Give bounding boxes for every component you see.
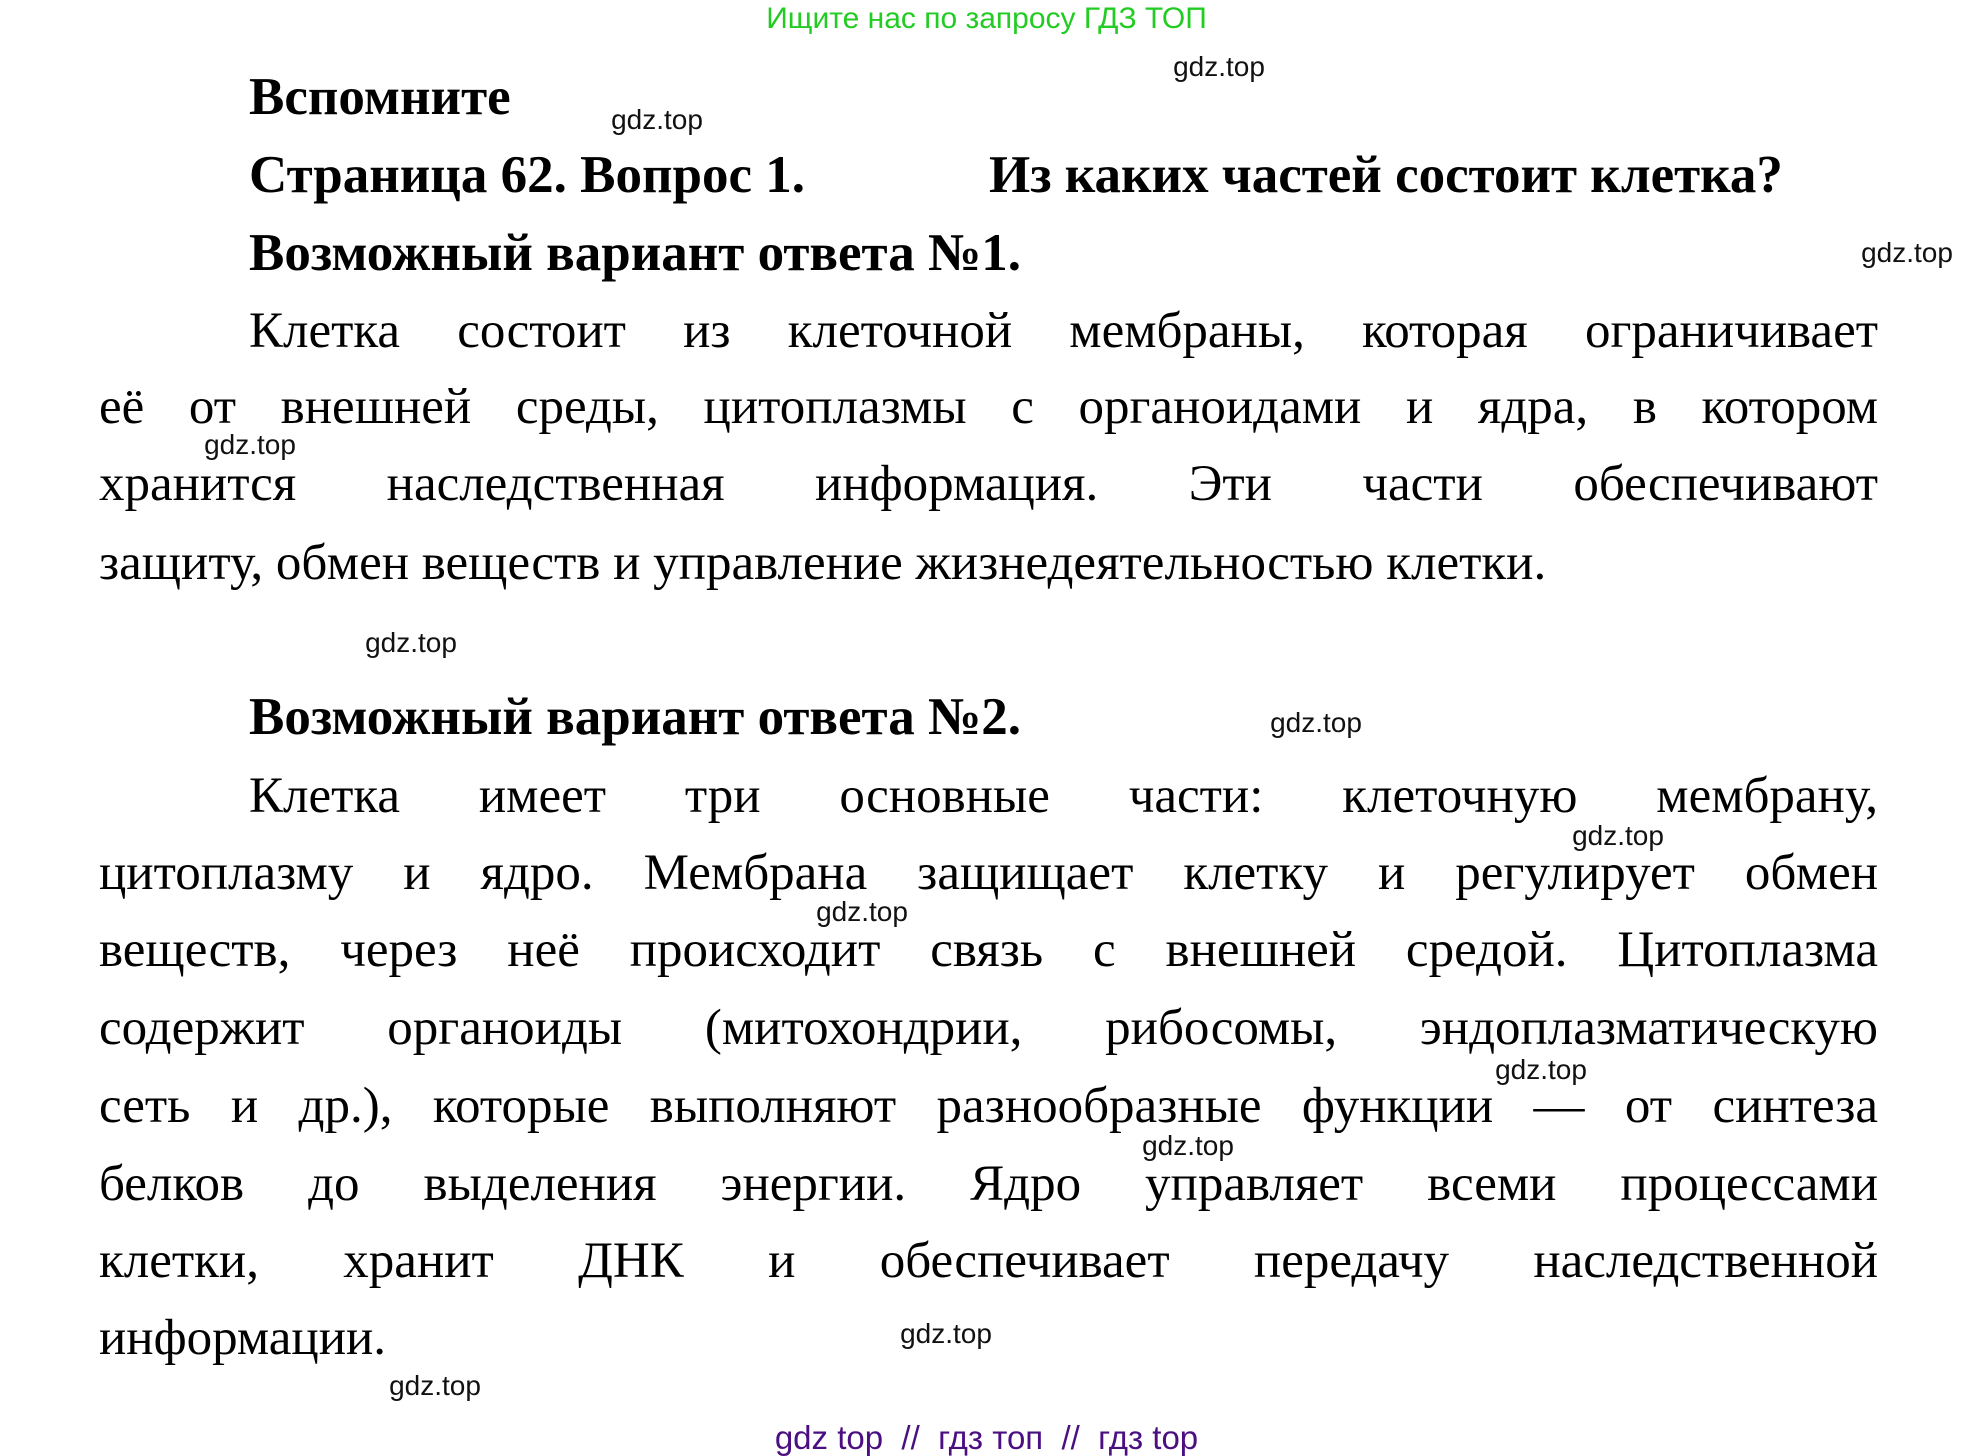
answer2-line: белков до выделения энергии. Ядро управляет всеми процессами	[99, 1156, 1878, 1212]
watermark: gdz.top	[1142, 1130, 1234, 1161]
answer1-line: Клетка состоит из клеточной мембраны, которая ограничивает	[249, 303, 1878, 359]
watermark: gdz.top	[1173, 51, 1265, 82]
answer1-line: её от внешней среды, цитоплазмы с органоидами и ядра, в котором	[99, 379, 1878, 435]
watermark: gdz.top	[1495, 1054, 1587, 1085]
footer-links: gdz top // гдз топ // гдз top	[774, 1419, 1199, 1456]
question-label: Страница 62. Вопрос 1.	[249, 146, 805, 204]
watermark: gdz.top	[611, 104, 703, 135]
watermark: gdz.top	[1861, 237, 1953, 268]
answer2-line: информации.	[99, 1310, 387, 1366]
watermark: gdz.top	[900, 1318, 992, 1349]
answer1-line: защиту, обмен веществ и управление жизнедеятельностью клетки.	[99, 535, 1547, 591]
answer1-title: Возможный вариант ответа №1.	[249, 224, 1021, 282]
watermark: gdz.top	[365, 627, 457, 658]
answer2-line: содержит органоиды (митохондрии, рибосомы, эндоплазматическую	[99, 1000, 1878, 1056]
watermark: gdz.top	[1270, 707, 1362, 738]
answer2-title: Возможный вариант ответа №2.	[249, 688, 1021, 746]
answer1-line: хранится наследственная информация. Эти части обеспечивают	[99, 456, 1878, 512]
watermark: gdz.top	[204, 429, 296, 460]
answer2-line: сеть и др.), которые выполняют разнообразные функции — от синтеза	[99, 1078, 1878, 1134]
watermark: gdz.top	[1572, 820, 1664, 851]
watermark: gdz.top	[389, 1370, 481, 1401]
watermark: gdz.top	[816, 896, 908, 927]
promo-banner: Ищите нас по запросу ГДЗ ТОП	[766, 2, 1207, 35]
answer2-line: клетки, хранит ДНК и обеспечивает передачу наследственной	[99, 1233, 1878, 1289]
answer2-line: цитоплазму и ядро. Мембрана защищает клетку и регулирует обмен	[99, 845, 1878, 901]
section-heading: Вспомните	[249, 68, 511, 126]
answer2-line: веществ, через неё происходит связь с внешней средой. Цитоплазма	[99, 922, 1878, 978]
answer2-line: Клетка имеет три основные части: клеточную мембрану,	[249, 768, 1878, 824]
question-text: Из каких частей состоит клетка?	[989, 146, 1783, 204]
